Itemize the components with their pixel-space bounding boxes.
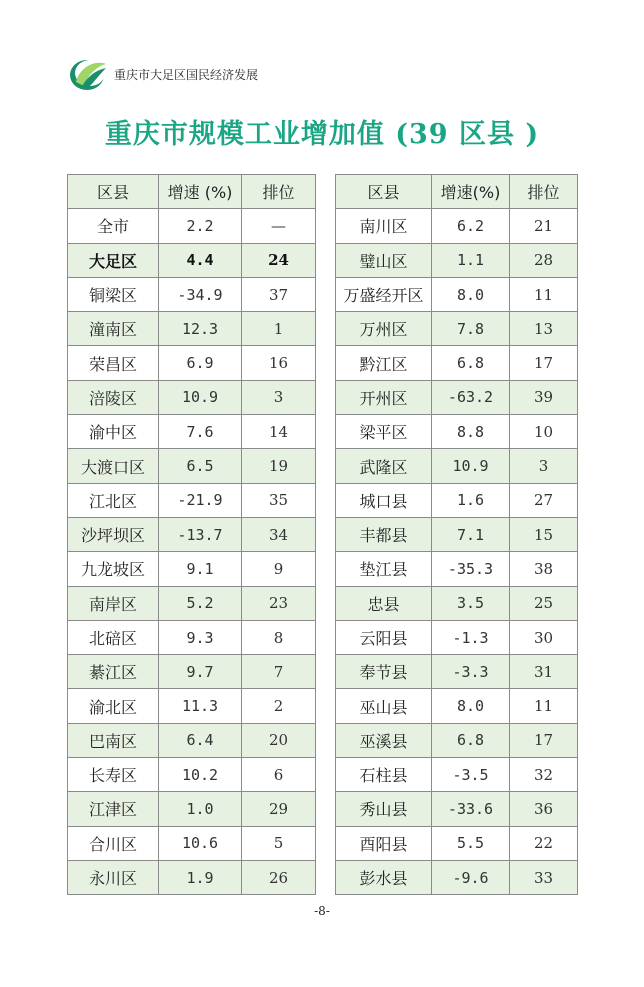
growth-cell: -63.2	[432, 380, 510, 414]
table-row	[336, 312, 578, 346]
rank-cell: 14	[242, 415, 316, 449]
district-cell: 云阳县	[336, 620, 432, 654]
district-cell: 奉节县	[336, 655, 432, 689]
district-cell: 彭水县	[336, 860, 432, 894]
growth-cell: 10.9	[432, 449, 510, 483]
district-cell: 合川区	[68, 826, 159, 860]
district-cell: 铜梁区	[68, 277, 159, 311]
district-cell: 梁平区	[336, 415, 432, 449]
growth-cell: 7.8	[432, 312, 510, 346]
growth-cell: 6.8	[432, 346, 510, 380]
table-row	[336, 620, 578, 654]
growth-cell: 10.6	[159, 826, 242, 860]
growth-cell: 1.9	[159, 860, 242, 894]
table-row	[68, 380, 316, 414]
district-cell: 荣昌区	[68, 346, 159, 380]
growth-cell: 1.1	[432, 243, 510, 277]
table-row	[68, 620, 316, 654]
rank-cell: 20	[242, 723, 316, 757]
table-row	[336, 243, 578, 277]
table-row	[336, 209, 578, 243]
district-cell: 南川区	[336, 209, 432, 243]
rank-cell: 9	[242, 552, 316, 586]
district-cell: 綦江区	[68, 655, 159, 689]
logo-icon	[66, 52, 110, 96]
table-row	[336, 415, 578, 449]
table-row	[68, 792, 316, 826]
rank-cell: 19	[242, 449, 316, 483]
rank-cell: 33	[510, 860, 578, 894]
growth-cell: 9.3	[159, 620, 242, 654]
district-cell: 渝北区	[68, 689, 159, 723]
district-cell: 巫溪县	[336, 723, 432, 757]
table-row	[336, 689, 578, 723]
rank-cell: 23	[242, 586, 316, 620]
rank-cell: 11	[510, 277, 578, 311]
table-row	[68, 209, 316, 243]
growth-cell: -3.5	[432, 758, 510, 792]
column-header-rank: 排位	[510, 175, 578, 209]
table-row	[336, 346, 578, 380]
district-cell: 开州区	[336, 380, 432, 414]
growth-cell: 5.2	[159, 586, 242, 620]
table-row	[68, 826, 316, 860]
table-row	[336, 586, 578, 620]
rank-cell: 27	[510, 483, 578, 517]
rank-cell: 10	[510, 415, 578, 449]
district-cell: 璧山区	[336, 243, 432, 277]
page-number: -8-	[314, 904, 330, 918]
column-header-growth: 增速 (%)	[159, 175, 242, 209]
district-cell: 忠县	[336, 586, 432, 620]
table-row	[68, 758, 316, 792]
rank-cell: 21	[510, 209, 578, 243]
growth-cell: 2.2	[159, 209, 242, 243]
rank-cell: 13	[510, 312, 578, 346]
table-row	[68, 723, 316, 757]
district-cell: 武隆区	[336, 449, 432, 483]
growth-cell: 6.5	[159, 449, 242, 483]
district-cell: 南岸区	[68, 586, 159, 620]
growth-cell: -13.7	[159, 517, 242, 551]
growth-cell: 5.5	[432, 826, 510, 860]
growth-cell: 6.9	[159, 346, 242, 380]
rank-cell: 24	[242, 243, 316, 277]
table-row	[336, 860, 578, 894]
table-row	[68, 655, 316, 689]
rank-cell: 28	[510, 243, 578, 277]
rank-cell: 39	[510, 380, 578, 414]
table-row	[68, 243, 316, 277]
table-row	[336, 723, 578, 757]
growth-cell: -33.6	[432, 792, 510, 826]
district-cell: 巫山县	[336, 689, 432, 723]
rank-cell: 8	[242, 620, 316, 654]
table-row	[336, 483, 578, 517]
rank-cell: 16	[242, 346, 316, 380]
header-row	[68, 175, 316, 209]
growth-cell: 4.4	[159, 243, 242, 277]
table-row	[68, 517, 316, 551]
table-row	[336, 517, 578, 551]
table-row	[68, 483, 316, 517]
table-row	[336, 552, 578, 586]
growth-cell: -35.3	[432, 552, 510, 586]
growth-cell: 8.8	[432, 415, 510, 449]
district-cell: 江北区	[68, 483, 159, 517]
growth-cell: 6.8	[432, 723, 510, 757]
district-cell: 大足区	[68, 243, 159, 277]
column-header-rank: 排位	[242, 175, 316, 209]
table-row	[68, 415, 316, 449]
table-row	[336, 655, 578, 689]
rank-cell: 5	[242, 826, 316, 860]
rank-cell: 35	[242, 483, 316, 517]
growth-cell: 1.6	[432, 483, 510, 517]
district-cell: 沙坪坝区	[68, 517, 159, 551]
district-cell: 永川区	[68, 860, 159, 894]
district-cell: 江津区	[68, 792, 159, 826]
growth-cell: 3.5	[432, 586, 510, 620]
growth-cell: 9.1	[159, 552, 242, 586]
table-row	[336, 277, 578, 311]
district-cell: 秀山县	[336, 792, 432, 826]
growth-cell: -1.3	[432, 620, 510, 654]
district-cell: 垫江县	[336, 552, 432, 586]
page-header	[66, 52, 258, 96]
district-cell: 涪陵区	[68, 380, 159, 414]
rank-cell: 26	[242, 860, 316, 894]
rank-cell: 17	[510, 723, 578, 757]
table-row	[68, 552, 316, 586]
rank-cell: 36	[510, 792, 578, 826]
growth-cell: 10.9	[159, 380, 242, 414]
growth-cell: -9.6	[432, 860, 510, 894]
rank-cell: 32	[510, 758, 578, 792]
district-cell: 万盛经开区	[336, 277, 432, 311]
column-header-district: 区县	[68, 175, 159, 209]
district-cell: 九龙坡区	[68, 552, 159, 586]
district-cell: 北碚区	[68, 620, 159, 654]
rank-cell: 11	[510, 689, 578, 723]
rank-cell: 25	[510, 586, 578, 620]
right-table	[335, 174, 578, 895]
rank-cell: 15	[510, 517, 578, 551]
table-row	[336, 380, 578, 414]
table-row	[68, 277, 316, 311]
growth-cell: 7.1	[432, 517, 510, 551]
rank-cell: 31	[510, 655, 578, 689]
growth-cell: 6.4	[159, 723, 242, 757]
growth-cell: 9.7	[159, 655, 242, 689]
growth-cell: 1.0	[159, 792, 242, 826]
left-table	[67, 174, 316, 895]
table-row	[68, 860, 316, 894]
table-row	[68, 449, 316, 483]
district-cell: 丰都县	[336, 517, 432, 551]
column-header-growth: 增速(%)	[432, 175, 510, 209]
rank-cell: 17	[510, 346, 578, 380]
rank-cell: 7	[242, 655, 316, 689]
table-row	[336, 792, 578, 826]
table-row	[68, 586, 316, 620]
rank-cell: 30	[510, 620, 578, 654]
table-row	[336, 758, 578, 792]
district-cell: 城口县	[336, 483, 432, 517]
district-cell: 黔江区	[336, 346, 432, 380]
table-row	[68, 689, 316, 723]
district-cell: 大渡口区	[68, 449, 159, 483]
growth-cell: 7.6	[159, 415, 242, 449]
rank-cell: 3	[510, 449, 578, 483]
table-row	[68, 346, 316, 380]
rank-cell: —	[242, 209, 316, 243]
rank-cell: 6	[242, 758, 316, 792]
rank-cell: 38	[510, 552, 578, 586]
growth-cell: 11.3	[159, 689, 242, 723]
growth-cell: 12.3	[159, 312, 242, 346]
district-cell: 石柱县	[336, 758, 432, 792]
table-row	[336, 449, 578, 483]
district-cell: 酉阳县	[336, 826, 432, 860]
rank-cell: 29	[242, 792, 316, 826]
growth-cell: -21.9	[159, 483, 242, 517]
table-row	[68, 312, 316, 346]
column-header-district: 区县	[336, 175, 432, 209]
header-row	[336, 175, 578, 209]
district-cell: 渝中区	[68, 415, 159, 449]
district-cell: 长寿区	[68, 758, 159, 792]
rank-cell: 1	[242, 312, 316, 346]
rank-cell: 22	[510, 826, 578, 860]
growth-cell: 6.2	[432, 209, 510, 243]
district-cell: 潼南区	[68, 312, 159, 346]
growth-cell: 8.0	[432, 277, 510, 311]
district-cell: 巴南区	[68, 723, 159, 757]
growth-cell: -34.9	[159, 277, 242, 311]
growth-cell: -3.3	[432, 655, 510, 689]
rank-cell: 3	[242, 380, 316, 414]
page-title: 重庆市规模工业增加值 (39 区县 )	[104, 119, 540, 150]
org-name: 重庆市大足区国民经济发展	[114, 67, 259, 82]
rank-cell: 2	[242, 689, 316, 723]
rank-cell: 37	[242, 277, 316, 311]
rank-cell: 34	[242, 517, 316, 551]
table-row	[336, 826, 578, 860]
growth-cell: 10.2	[159, 758, 242, 792]
growth-cell: 8.0	[432, 689, 510, 723]
district-cell: 万州区	[336, 312, 432, 346]
district-cell: 全市	[68, 209, 159, 243]
